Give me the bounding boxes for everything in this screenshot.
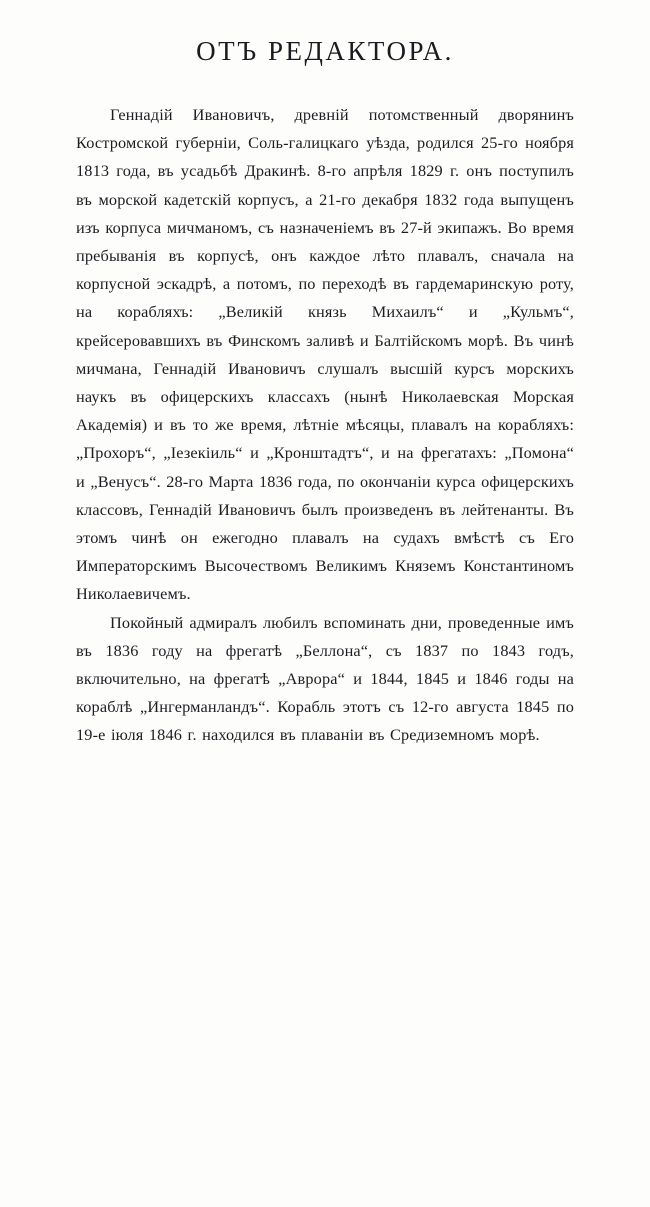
- paragraph-1: Геннадій Ивановичъ, древній потомственный дворянинъ Костромской губерніи, Соль-галицкаго уѣзда, родился 25-го ноября 1813 года, въ усадьбѣ Дракинѣ. 8-го апрѣля 1829 г. онъ поступилъ въ морской кадетскій корпусъ, а 21-го декабря 1832 года выпущенъ изъ корпуса мичманомъ, съ назначеніемъ въ 27-й экипажъ. Во время пребыванія въ корпусѣ, онъ каждое лѣто плавалъ, сначала на корпусной эскадрѣ, а потомъ, по переходѣ въ гардемаринскую роту, на корабляхъ: „Великій князь Михаилъ“ и „Кульмъ“, крейсеровавшихъ въ Финскомъ заливѣ и Балтійскомъ морѣ. Въ чинѣ мичмана, Геннадій Ивановичъ слушалъ высшій курсъ морскихъ наукъ въ офицерскихъ классахъ (нынѣ Николаевская Морская Академія) и въ то же время, лѣтніе мѣсяцы, плавалъ на корабляхъ: „Прохоръ“, „Іезекіиль“ и „Кронштадтъ“, и на фрегатахъ: „Помона“ и „Венусъ“. 28-го Марта 1836 года, по окончаніи курса офицерскихъ классовъ, Геннадій Ивановичъ былъ произведенъ въ лейтенанты. Въ этомъ чинѣ он ежегодно плавалъ на судахъ вмѣстѣ съ Его Императорскимъ Высочествомъ Великимъ Княземъ Константиномъ Николаевичемъ.: [76, 105, 574, 604]
- paragraph-2: Покойный адмиралъ любилъ вспоминать дни, проведенные имъ въ 1836 году на фрегатѣ „Беллона“, съ 1837 по 1843 годъ, включительно, на фрегатѣ „Аврора“ и 1844, 1845 и 1846 годы на кораблѣ „Ингерманландъ“. Корабль этотъ съ 12-го августа 1845 по 19-е іюля 1846 г. находился въ плаваніи въ Средиземномъ морѣ.: [76, 612, 574, 745]
- body-text: [76, 67, 574, 750]
- page-title: ОТЪ РЕДАКТОРА.: [196, 36, 454, 66]
